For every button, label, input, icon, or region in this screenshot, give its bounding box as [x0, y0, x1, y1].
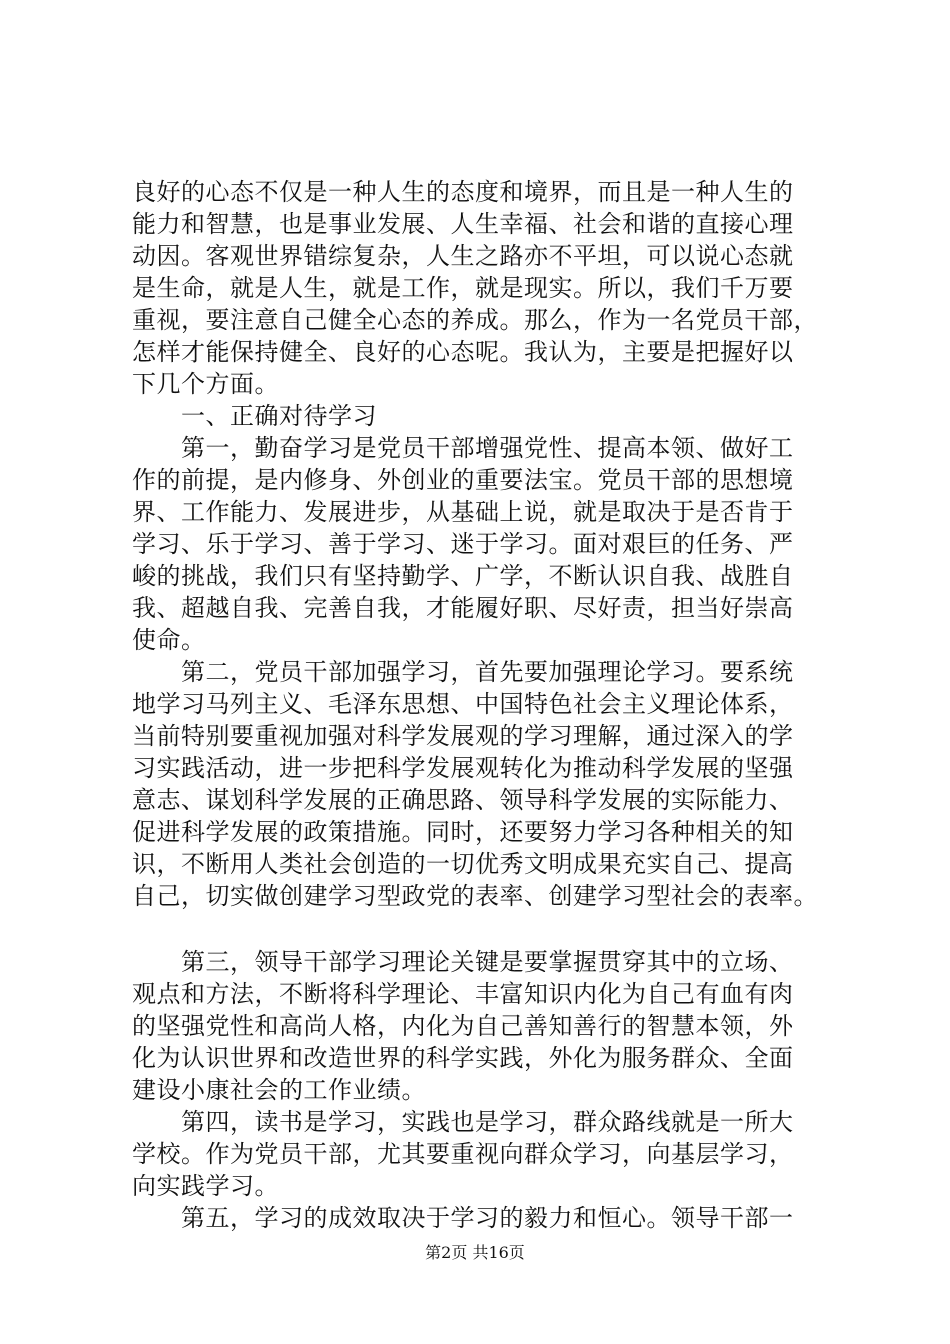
text-line: 习实践活动，进一步把科学发展观转化为推动科学发展的坚强 [132, 754, 794, 782]
document-body [132, 176, 832, 1234]
text-line: 化为认识世界和改造世界的科学实践，外化为服务群众、全面 [132, 1044, 794, 1072]
text-line: 怎样才能保持健全、良好的心态呢。我认为，主要是把握好以 [132, 338, 794, 366]
text-line: 当前特别要重视加强对科学发展观的学习理解，通过深入的学 [132, 722, 794, 750]
text-line: 峻的挑战，我们只有坚持勤学、广学，不断认识自我、战胜自 [132, 562, 794, 590]
text-line: 自己，切实做创建学习型政党的表率、创建学习型社会的表率。 [132, 882, 818, 910]
text-line: 界、工作能力、发展进步，从基础上说，就是取决于是否肯于 [132, 498, 794, 526]
text-line: 第二，党员干部加强学习，首先要加强理论学习。要系统 [132, 658, 794, 686]
text-line: 学习、乐于学习、善于学习、迷于学习。面对艰巨的任务、严 [132, 530, 794, 558]
text-line: 识，不断用人类社会创造的一切优秀文明成果充实自己、提高 [132, 850, 794, 878]
text-line: 能力和智慧，也是事业发展、人生幸福、社会和谐的直接心理 [132, 210, 794, 238]
text-line: 地学习马列主义、毛泽东思想、中国特色社会主义理论体系， [132, 690, 794, 718]
paragraph [132, 432, 832, 656]
paragraph-spacer [132, 912, 832, 946]
text-line: 第一，勤奋学习是党员干部增强党性、提高本领、做好工 [132, 434, 794, 462]
text-line: 建设小康社会的工作业绩。 [132, 1076, 426, 1104]
text-line: 第三，领导干部学习理论关键是要掌握贯穿其中的立场、 [132, 948, 794, 976]
text-line: 良好的心态不仅是一种人生的态度和境界，而且是一种人生的 [132, 178, 794, 206]
text-line: 第五，学习的成效取决于学习的毅力和恒心。领导干部一 [132, 1204, 794, 1232]
text-line: 作的前提，是内修身、外创业的重要法宝。党员干部的思想境 [132, 466, 794, 494]
paragraph [132, 1106, 832, 1202]
text-line: 使命。 [132, 626, 206, 654]
text-line: 学校。作为党员干部，尤其要重视向群众学习，向基层学习， [132, 1140, 794, 1168]
text-line: 下几个方面。 [132, 370, 279, 398]
page-number-footer: 第2页 共16页 [425, 1243, 525, 1262]
text-line: 向实践学习。 [132, 1172, 279, 1200]
text-line: 观点和方法，不断将科学理论、丰富知识内化为自己有血有肉 [132, 980, 794, 1008]
text-line: 促进科学发展的政策措施。同时，还要努力学习各种相关的知 [132, 818, 794, 846]
text-line: 的坚强党性和高尚人格，内化为自己善知善行的智慧本领，外 [132, 1012, 794, 1040]
heading-line: 一、正确对待学习 [132, 402, 377, 430]
text-line: 动因。客观世界错综复杂，人生之路亦不平坦，可以说心态就 [132, 242, 794, 270]
paragraph [132, 946, 832, 1106]
text-line: 是生命，就是人生，就是工作，就是现实。所以，我们千万要 [132, 274, 794, 302]
text-line: 第四，读书是学习，实践也是学习，群众路线就是一所大 [132, 1108, 794, 1136]
text-line: 意志、谋划科学发展的正确思路、领导科学发展的实际能力、 [132, 786, 794, 814]
section-heading [132, 400, 832, 432]
paragraph [132, 176, 832, 400]
text-line: 重视，要注意自己健全心态的养成。那么，作为一名党员干部， [132, 306, 818, 334]
paragraph [132, 656, 832, 912]
text-line: 我、超越自我、完善自我，才能履好职、尽好责，担当好崇高 [132, 594, 794, 622]
paragraph [132, 1202, 832, 1234]
